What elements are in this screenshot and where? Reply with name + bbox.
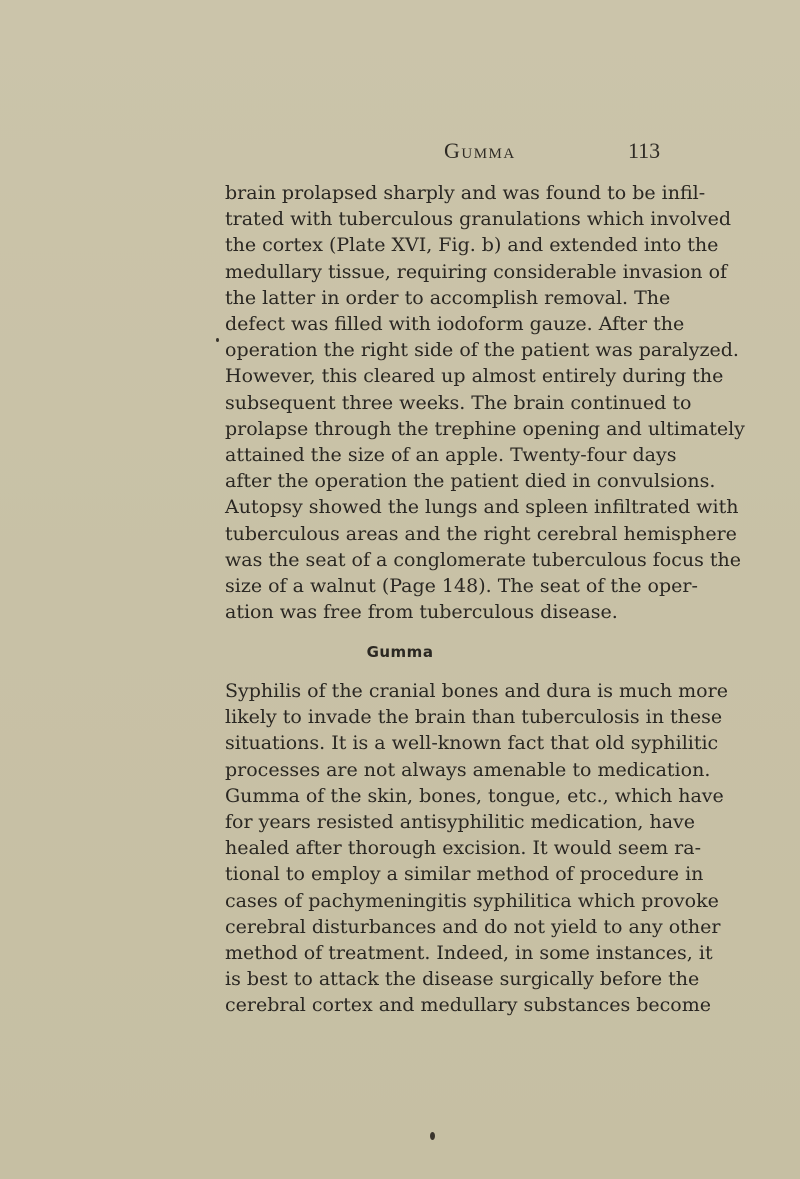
text-line: attained the size of an apple. Twenty-four days [225,444,677,467]
text-line: ation was free from tuberculous disease. [225,601,618,624]
section-heading: Gumma [366,643,434,661]
margin-speck [216,338,219,342]
text-line: was the seat of a conglomerate tuberculous focus the [225,548,742,571]
text-line: processes are not always amenable to medication. [225,758,711,781]
text-line: defect was filled with iodoform gauze. After the [225,313,685,336]
text-line: cerebral disturbances and do not yield to any other [225,915,721,938]
page-header [0,138,800,168]
text-line: for years resisted antisyphilitic medication, have [225,811,696,834]
text-line: method of treatment. Indeed, in some instances, it [225,942,713,965]
paragraph-1 [225,180,745,625]
text-line: Autopsy showed the lungs and spleen infiltrated with [225,496,739,519]
text-line: tuberculous areas and the right cerebral hemisphere [225,522,737,545]
text-line: situations. It is a well-known fact that old syphilitic [225,732,719,755]
text-line: the latter in order to accomplish removal. The [225,286,671,309]
text-line: However, this cleared up almost entirely during the [225,365,724,388]
running-head: Gumma [444,138,516,163]
text-line: subsequent three weeks. The brain continued to [225,391,692,414]
text-line: cerebral cortex and medullary substances become [225,994,711,1017]
text-line: trated with tuberculous granulations which involved [225,208,731,231]
text-line: prolapse through the trephine opening and ultimately [225,417,745,440]
text-line: is best to attack the disease surgically before the [225,968,700,991]
text-line: cases of pachymeningitis syphilitica which provoke [225,889,719,912]
printer-mark [430,1132,435,1140]
text-line: healed after thorough excision. It would seem ra- [225,837,701,860]
text-line: operation the right side of the patient was paralyzed. [225,339,739,362]
text-line: after the operation the patient died in convulsions. [225,470,716,493]
paragraph-2 [225,678,728,1019]
text-line: size of a walnut (Page 148). The seat of the oper- [225,575,698,598]
text-line: Syphilis of the cranial bones and dura is much more [225,680,728,702]
page-number: 113 [628,138,661,163]
text-line: medullary tissue, requiring considerable invasion of [225,260,728,283]
text-line: likely to invade the brain than tuberculosis in these [225,706,723,729]
text-line: tional to employ a similar method of procedure in [225,863,704,886]
text-line: the cortex (Plate XVI, Fig. b) and extended into the [225,234,719,257]
text-line: Gumma of the skin, bones, tongue, etc., which have [225,784,724,807]
text-line: brain prolapsed sharply and was found to be infil- [225,182,706,204]
